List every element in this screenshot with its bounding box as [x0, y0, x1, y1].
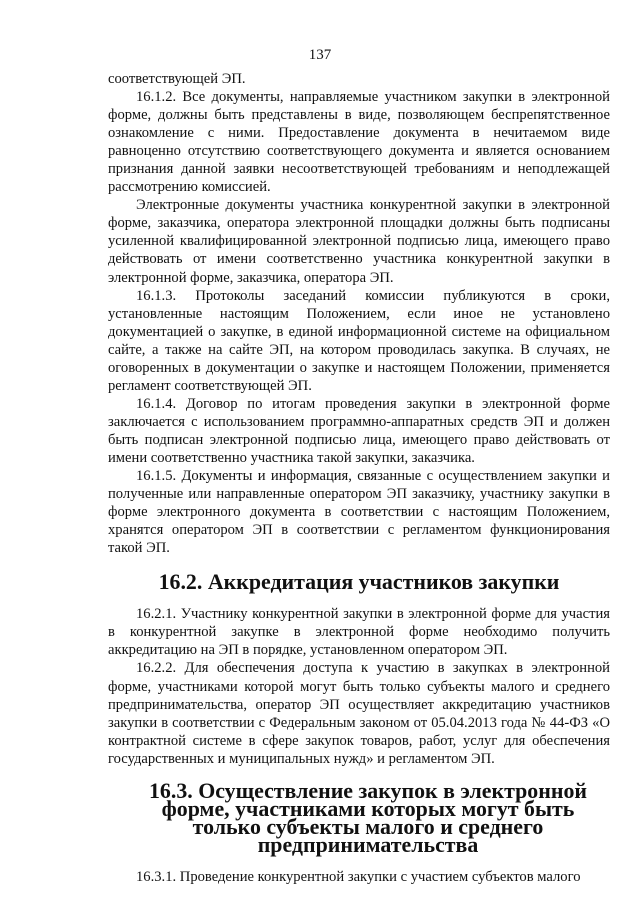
paragraph-16-2-2: 16.2.2. Для обеспечения доступа к участию в закупках в электронной форме, участниками которой могут быть только субъекты малого и среднего предпринимательства, оператор ЭП осуществляет аккредитацию участников закупки в соответствии с Федеральным законом от 05.04.2013 года № 44-ФЗ «О контрактной системе в сфере закупок товаров, работ, услуг для обеспечения государственных и муниципальных нужд» и регламентом ЭП. — [108, 660, 610, 767]
paragraph-16-1-4: 16.1.4. Договор по итогам проведения закупки в электронной форме заключается с использованием программно-аппаратных средств ЭП и должен быть подписан электронной подписью лица, имеющего право действовать от имени соответственно участника такой закупки, заказчика. — [108, 395, 610, 466]
paragraph-continuation: соответствующей ЭП. — [108, 71, 246, 87]
paragraph-16-1-5: 16.1.5. Документы и информация, связанные с осуществлением закупки и полученные или направленные оператором ЭП заказчику, участнику закупки в форме электронного документа в соответствии с настоящим Положением, хранятся оператором ЭП в соответствии с регламентом функционирования такой ЭП. — [108, 468, 610, 557]
section-heading-16-2: 16.2. Аккредитация участников закупки — [158, 569, 560, 595]
page-number: 137 — [308, 47, 332, 63]
paragraph-electronic-documents: Электронные документы участника конкурентной закупки в электронной форме, заказчика, оператора электронной площадки должны быть подписаны усиленной квалифицированной электронной подписью лица, имеющего право действовать от имени соответственно участника конкурентной закупки в электронной форме, заказчика, оператора ЭП. — [108, 197, 610, 286]
paragraph-16-3-1: 16.3.1. Проведение конкурентной закупки с участием субъектов малого — [136, 868, 581, 885]
paragraph-16-2-1: 16.2.1. Участнику конкурентной закупки в электронной форме для участия в конкурентной закупке в электронной форме необходимо получить аккредитацию на ЭП в порядке, установленном оператором ЭП. — [108, 606, 610, 659]
document-body — [108, 70, 610, 886]
paragraph-16-1-3: 16.1.3. Протоколы заседаний комиссии публикуются в сроки, установленные настоящим Положением, если иное не установлено документацией о закупке, в единой информационной системе на официальном сайте, а также на сайте ЭП, на котором проводилась закупка. В случаях, не оговоренных в документации о закупке и настоящем Положении, применяется регламент соответствующей ЭП. — [108, 287, 610, 394]
section-heading-16-3: 16.3. Осуществление закупок в электронной форме, участниками которых могут быть только субъекты малого и среднего предпринимательства — [148, 777, 588, 857]
paragraph-16-1-2: 16.1.2. Все документы, направляемые участником закупки в электронной форме, должны быть представлены в виде, позволяющем беспрепятственное ознакомление с ними. Предоставление документа в нечитаемом виде равноценно отсутствию соответствующего документа и является основанием признания данной заявки несоответствующей требованиям и неподлежащей рассмотрению комиссией. — [108, 89, 610, 196]
